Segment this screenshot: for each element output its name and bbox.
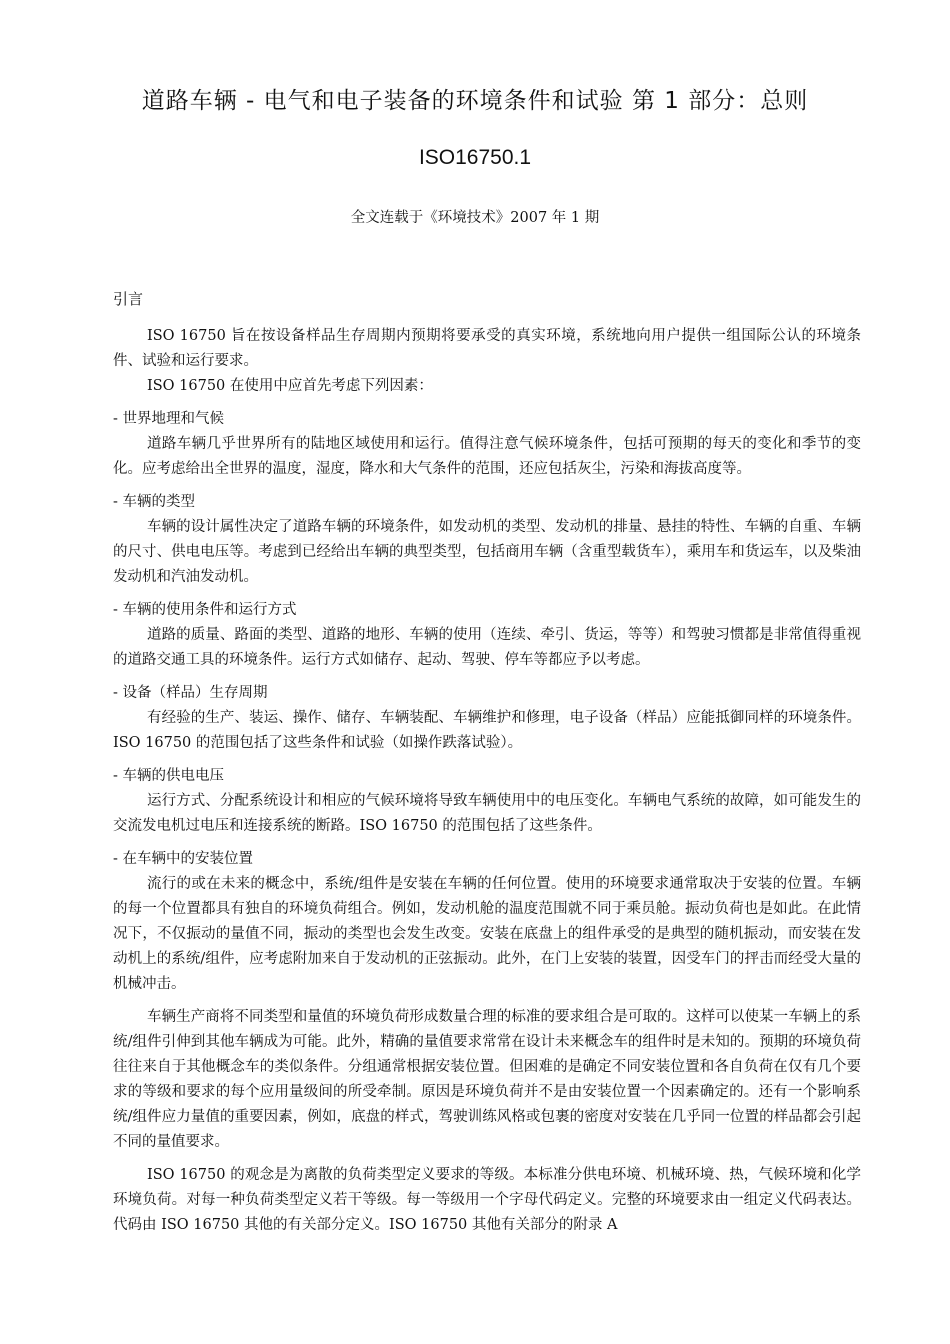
document-title: 道路车辆 - 电气和电子装备的环境条件和试验 第 1 部分：总则 — [141, 88, 809, 114]
body-paragraph: ISO 16750 的观念是为离散的负荷类型定义要求的等级。本标准分供电环境、机械环境、热，气候环境和化学环境负荷。对每一种负荷类型定义若干等级。每一等级用一个字母代码定义。完整的环境要求由一组定义代码表达。代码由 ISO 16750 其他的有关部分定义。ISO 16750 其他有关部分的附录 A — [113, 1167, 861, 1233]
factor-section — [113, 764, 861, 839]
factor-section — [113, 407, 861, 482]
factor-title: - 车辆的使用条件和运行方式 — [113, 602, 297, 618]
intro-paragraph: ISO 16750 旨在按设备样品生存周期内预期将要承受的真实环境，系统地向用户提供一组国际公认的环境条件、试验和运行要求。 — [113, 328, 861, 369]
factor-text: 车辆的设计属性决定了道路车辆的环境条件，如发动机的类型、发动机的排量、悬挂的特性、车辆的自重、车辆的尺寸、供电电压等。考虑到已经给出车辆的典型类型，包括商用车辆（含重型载货车），乘用车和货运车，以及柴油发动机和汽油发动机。 — [113, 519, 861, 585]
factor-title: - 世界地理和气候 — [113, 411, 225, 427]
factor-title: - 车辆的类型 — [113, 494, 196, 510]
factor-section — [113, 681, 861, 756]
factor-title: - 设备（样品）生存周期 — [113, 685, 268, 701]
factor-section — [113, 847, 861, 997]
intro-paragraph: ISO 16750 在使用中应首先考虑下列因素： — [147, 378, 433, 394]
factor-section — [113, 490, 861, 590]
standard-number: ISO16750.1 — [418, 146, 532, 169]
factor-text: 道路车辆几乎世界所有的陆地区域使用和运行。值得注意气候环境条件，包括可预期的每天的变化和季节的变化。应考虑给出全世界的温度，湿度，降水和大气条件的范围，还应包括灰尘，污染和海拔高度等。 — [113, 436, 861, 477]
factor-text: 道路的质量、路面的类型、道路的地形、车辆的使用（连续、牵引、货运，等等）和驾驶习惯都是非常值得重视的道路交通工具的环境条件。运行方式如储存、起动、驾驶、停车等都应予以考虑。 — [113, 627, 861, 668]
body-paragraph: 车辆生产商将不同类型和量值的环境负荷形成数量合理的标准的要求组合是可取的。这样可以使某一车辆上的系统/组件引伸到其他车辆成为可能。此外，精确的量值要求常常在设计未来概念车的组件时是未知的。预期的环境负荷往往来自于其他概念车的类似条件。分组通常根据安装位置。但困难的是确定不同安装位置和各自负荷在仅有几个要求的等级和要求的每个应用量级间的所受牵制。原因是环境负荷并不是由安装位置一个因素确定的。还有一个影响系统/组件应力量值的重要因素，例如，底盘的样式，驾驶训练风格或包裹的密度对安装在几乎同一位置的样品都会引起不同的量值要求。 — [113, 1009, 861, 1150]
factor-section — [113, 598, 861, 673]
section-heading: 引言 — [113, 290, 144, 308]
factor-text: 流行的或在未来的概念中，系统/组件是安装在车辆的任何位置。使用的环境要求通常取决于安装的位置。车辆的每一个位置都具有独自的环境负荷组合。例如，发动机舱的温度范围就不同于乘员舱。振动负荷也是如此。在此情况下，不仅振动的量值不同，振动的类型也会发生改变。安装在底盘上的组件承受的是典型的随机振动，而安装在发动机上的系统/组件，应考虑附加来自于发动机的正弦振动。此外，在门上安装的装置，因受车门的抨击而经受大量的机械冲击。 — [113, 876, 861, 992]
factor-title: - 在车辆中的安装位置 — [113, 851, 254, 867]
factor-title: - 车辆的供电电压 — [113, 768, 225, 784]
factor-text: 有经验的生产、装运、操作、储存、车辆装配、车辆维护和修理，电子设备（样品）应能抵御同样的环境条件。ISO 16750 的范围包括了这些条件和试验（如操作跌落试验）。 — [113, 710, 861, 751]
factor-text: 运行方式、分配系统设计和相应的气候环境将导致车辆使用中的电压变化。车辆电气系统的故障，如可能发生的交流发电机过电压和连接系统的断路。ISO 16750 的范围包括了这些条件。 — [113, 793, 861, 834]
publication-note: 全文连载于《环境技术》2007 年 1 期 — [350, 210, 600, 226]
document-body — [113, 287, 861, 1238]
